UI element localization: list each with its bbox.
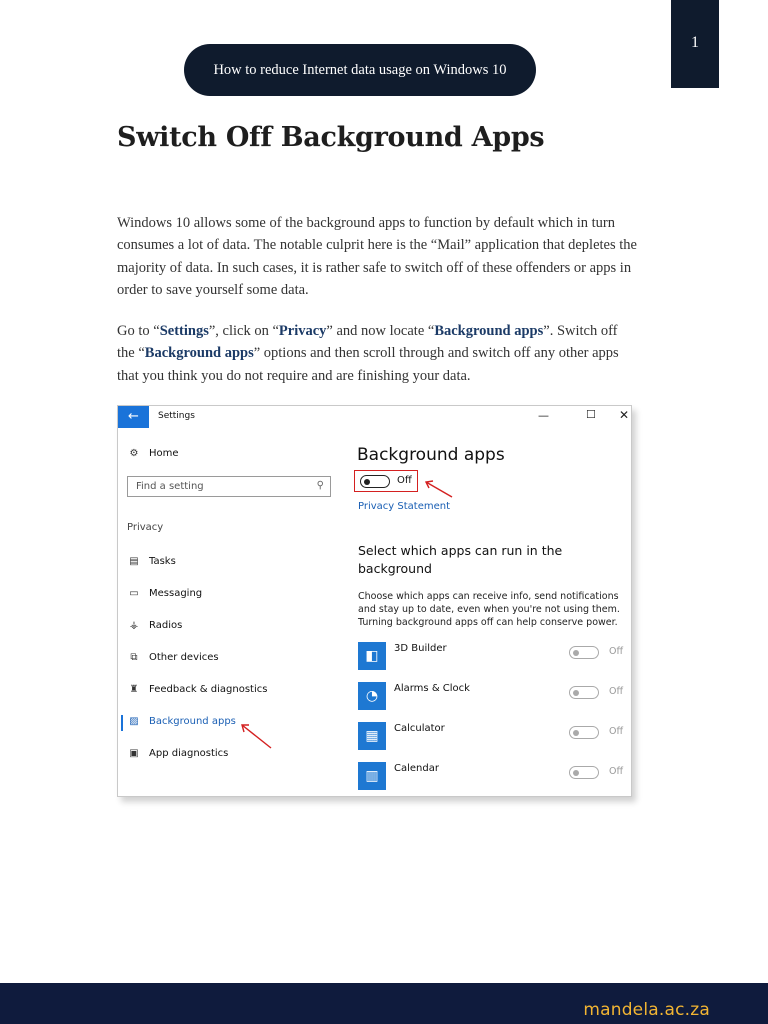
app-toggle[interactable] [569,766,599,779]
app-toggle-state: Off [609,686,624,697]
sidebar-item-label: Tasks [149,556,176,567]
window-titlebar [118,406,631,428]
sidebar-item-label: Feedback & diagnostics [149,684,268,695]
sidebar-item-label: Home [149,448,179,459]
app-name: Calendar [394,763,439,774]
app-toggle-state: Off [609,726,624,737]
maximize-icon[interactable]: ☐ [586,408,596,421]
background-apps-icon: ▨ [129,716,139,727]
app-name: 3D Builder [394,643,447,654]
header-pill: How to reduce Internet data usage on Windows 10 [184,44,536,96]
page-title: Switch Off Background Apps [117,122,545,153]
search-icon: ⚲ [316,480,324,491]
devices-icon: ⧉ [130,652,138,663]
sidebar-item-home[interactable] [127,448,179,459]
red-arrow-icon [236,719,276,753]
toggle-highlight-box [354,470,418,492]
toggle-knob [364,479,370,485]
toggle-knob [573,650,579,656]
sidebar-item-label: Background apps [149,716,236,727]
app-toggle-state: Off [609,766,624,777]
clipboard-icon: ▤ [129,556,139,567]
sidebar-section-privacy: Privacy [127,522,164,533]
instr-text-4: ”. Switch off the “ [117,323,618,362]
toggle-label: Off [397,475,412,486]
3d-builder-icon: ◧ [358,642,386,670]
toggle-knob [573,770,579,776]
toggle-knob [573,690,579,696]
app-toggle[interactable] [569,686,599,699]
minimize-icon[interactable]: — [538,409,549,422]
section-heading: Select which apps can run in the background [358,543,563,576]
app-toggle-state: Off [609,646,624,657]
footer-brand-logo[interactable]: mandela.ac.za [583,1000,710,1020]
app-row-calendar [358,762,626,792]
sidebar-item-messaging[interactable] [127,588,202,599]
sidebar-item-other-devices[interactable] [127,652,219,663]
feedback-icon: ♜ [129,684,139,695]
sidebar-item-radios[interactable] [127,620,182,631]
settings-page-title: Background apps [357,445,505,465]
app-row-3d-builder [358,642,626,672]
gear-icon: ⚙ [129,448,139,459]
section-description: Choose which apps can receive info, send notifications and stay up to date, even when you're not using them. Turning background apps off can help conserve power. [358,591,620,628]
sidebar-item-label: Other devices [149,652,219,663]
diagnostics-icon: ▣ [129,748,139,759]
background-apps-highlight-2: Background apps [144,345,254,362]
message-icon: ▭ [129,588,139,599]
app-row-alarms-clock [358,682,626,712]
sidebar-item-app-diagnostics[interactable] [127,748,228,759]
search-input[interactable] [127,476,331,497]
sidebar-item-background-apps[interactable] [127,716,236,727]
background-apps-toggle[interactable] [360,475,390,488]
settings-window-screenshot [117,405,632,797]
sidebar-item-label: Radios [149,620,183,631]
instructions-paragraph [117,320,637,387]
page-number: 1 [671,0,719,88]
footer-bar [0,983,768,1024]
close-icon[interactable]: ✕ [619,408,630,422]
background-apps-highlight: Background apps [434,323,544,339]
sidebar-item-tasks[interactable] [127,556,176,567]
toggle-knob [573,730,579,736]
active-indicator [121,715,123,731]
instr-text-3: ” and now locate “ [326,323,435,339]
instr-text-5: ” options and then scroll through and switch off any other apps that you think you do not require and are finishing your data. [117,345,619,384]
app-toggle[interactable] [569,646,599,659]
app-name: Alarms & Clock [394,683,470,694]
privacy-statement-link[interactable]: Privacy Statement [358,501,451,512]
red-arrow-icon [418,476,458,502]
sidebar-item-label: Messaging [149,588,203,599]
app-name: Calculator [394,723,445,734]
window-title: Settings [158,411,195,421]
app-toggle[interactable] [569,726,599,739]
settings-highlight: Settings [159,323,209,339]
privacy-highlight: Privacy [278,323,327,339]
search-placeholder: Find a setting [136,481,204,492]
instr-text-2: ”, click on “ [208,323,279,339]
calendar-icon: ▥ [358,762,386,790]
sidebar-item-label: App diagnostics [149,748,229,759]
calculator-icon: ▦ [358,722,386,750]
intro-paragraph: Windows 10 allows some of the background apps to function by default which in turn consumes a lot of data. The notable culprit here is the “Mail” application that depletes the majority of data. In such cases, it is rather safe to switch off of these offenders or apps in order to save yourself some data. [117,215,637,298]
instr-text-1: Go to “ [117,323,160,339]
back-arrow-icon[interactable]: ← [118,406,149,428]
app-row-calculator [358,722,626,752]
alarm-clock-icon: ◔ [358,682,386,710]
antenna-icon: ⚶ [129,620,139,631]
sidebar-item-feedback[interactable] [127,684,267,695]
